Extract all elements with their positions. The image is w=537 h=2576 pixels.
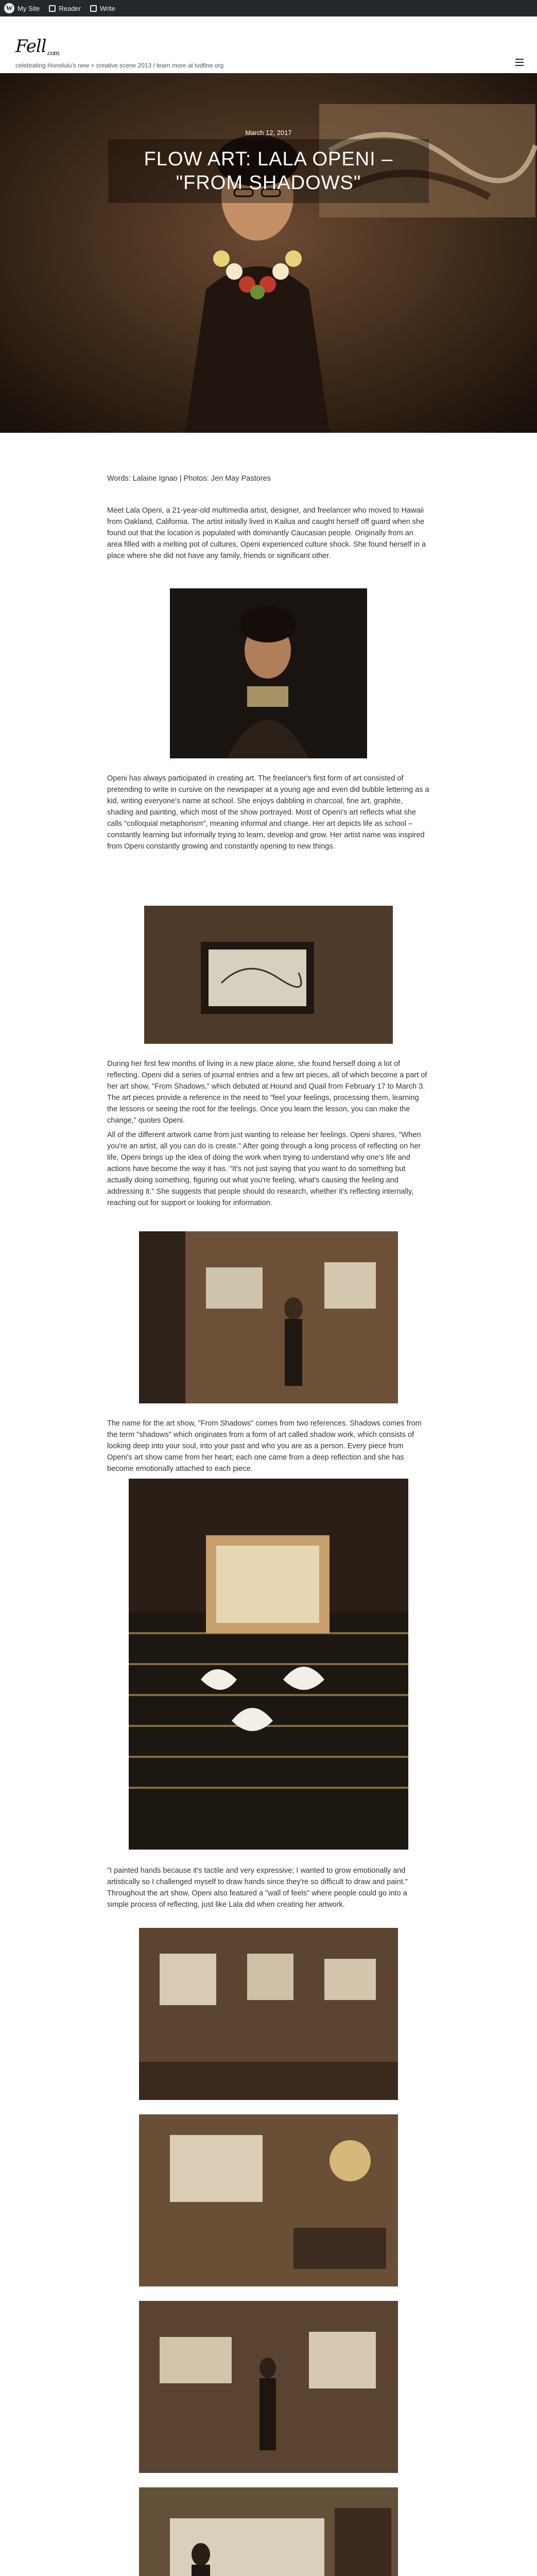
my-site-link[interactable] [4, 3, 40, 13]
photo-framed-art [144, 906, 393, 1044]
photo-gallery-2 [139, 2114, 398, 2286]
paragraph-2: Openi has always participated in creating art. The freelancer's first form of art consisted of pretending to write in cursive on the newspaper at a young age and even did bubble lettering as a kid, writing everyone's name at school. She enjoys dabbling in charcoal, fine art, graphite, shading and painting, which most of the show portrayed. Most of Openi's art reflects what she calls "colloquial metaphorism", meaning informal and change. Her art depicts life as school – constantly learning but informally trying to learn, develop and grow. Her artist name was inspired from Openi constantly growing and constantly opening to new things. [107, 774, 429, 851]
reader-link[interactable] [49, 5, 81, 12]
reader-icon [49, 5, 56, 12]
menu-icon[interactable] [515, 59, 524, 66]
photo-gallery-viewer [139, 1231, 398, 1403]
logo-text: Fell [15, 36, 46, 57]
photo-credits: Words: Lalaine Ignao | Photos: Jen May Pastores [107, 474, 271, 483]
paragraph-4: All of the different artwork came from just wanting to release her feelings. Openi shares, "When you're an artist, all you can do is create." After going through a long process of reflecting on her life, Openi brings up the idea of doing the work when trying to understand why one's life and actions have become the way it has. "It's not just saying that you want to do something but actually doing something, figuring out what you're feeling, what's causing the feeling and addressing it." She suggests that people should do research, whether it's reflecting internally, reaching out for support or looking for information. [107, 1131, 421, 1207]
site-logo[interactable] [15, 36, 59, 57]
site-tagline: celebrating Honolulu's new + creative scene 2013 / learn more at tvdfine.org [15, 62, 224, 69]
write-label: Write [99, 4, 116, 12]
logo-suffix: .com [46, 49, 59, 57]
photo-gallery-1 [139, 1928, 398, 2100]
write-link[interactable] [90, 5, 115, 12]
photo-gallery-3 [139, 2301, 398, 2473]
paragraph-6: "I painted hands because it's tactile and very expressive; I wanted to grow emotionally and artistically so I challenged myself to draw hands since they're so difficult to draw and paint." Throughout the art show, Openi also featured a "wall of feels" where people could go into a simple process of reflecting, just like Lala did when creating her artwork. [107, 1867, 408, 1909]
hero-banner [0, 73, 537, 433]
paragraph-3: During her first few months of living in a new place alone, she found herself doing a lot of reflecting. Openi did a series of journal entries and a few art pieces, all of which become a part of her art show, "From Shadows," which debuted at Hound and Quail from February 17 to March 3. The art pieces provide a reference in the need to "feel your feelings, processing them, learning the lessons or seeing the root for the feelings. Once you learn the lesson, you can make the change," quotes Openi. [107, 1060, 427, 1125]
photo-hands-art [129, 1479, 408, 1850]
wordpress-icon: W [4, 3, 14, 13]
write-icon [90, 5, 97, 12]
paragraph-5: The name for the art show, "From Shadows" comes from two references. Shadows comes from the term "shadows" which originates from a form of art called shadow work, which consists of looking deep into your soul, into your past and who you are as a person. Every piece from Openi's art show came from her heart; each one came from a deep reflection and she has become emotionally attached to each piece. [107, 1419, 422, 1473]
site-header [0, 16, 537, 73]
my-site-label: My Site [18, 4, 40, 12]
paragraph-1: Meet Lala Openi, a 21-year-old multimedia artist, designer, and freelancer who moved to Hawaii from Oakland, California. The artist initially lived in Kailua and caught herself off guard when she found out that the location is populated with dominantly Caucasian people. Originally from an area filled with a melting pot of cultures, Openi experienced culture shock. She found herself in a place where she did not have any family, friends or significant other. [107, 506, 426, 560]
hero-photo [0, 73, 537, 433]
admin-bar [0, 0, 537, 16]
post-title: FLOW ART: LALA OPENI – "FROM SHADOWS" [108, 139, 429, 203]
post-date[interactable]: March 12, 2017 [245, 129, 292, 137]
photo-portrait [170, 588, 367, 758]
reader-label: Reader [59, 4, 81, 12]
photo-gallery-4 [139, 2487, 398, 2576]
